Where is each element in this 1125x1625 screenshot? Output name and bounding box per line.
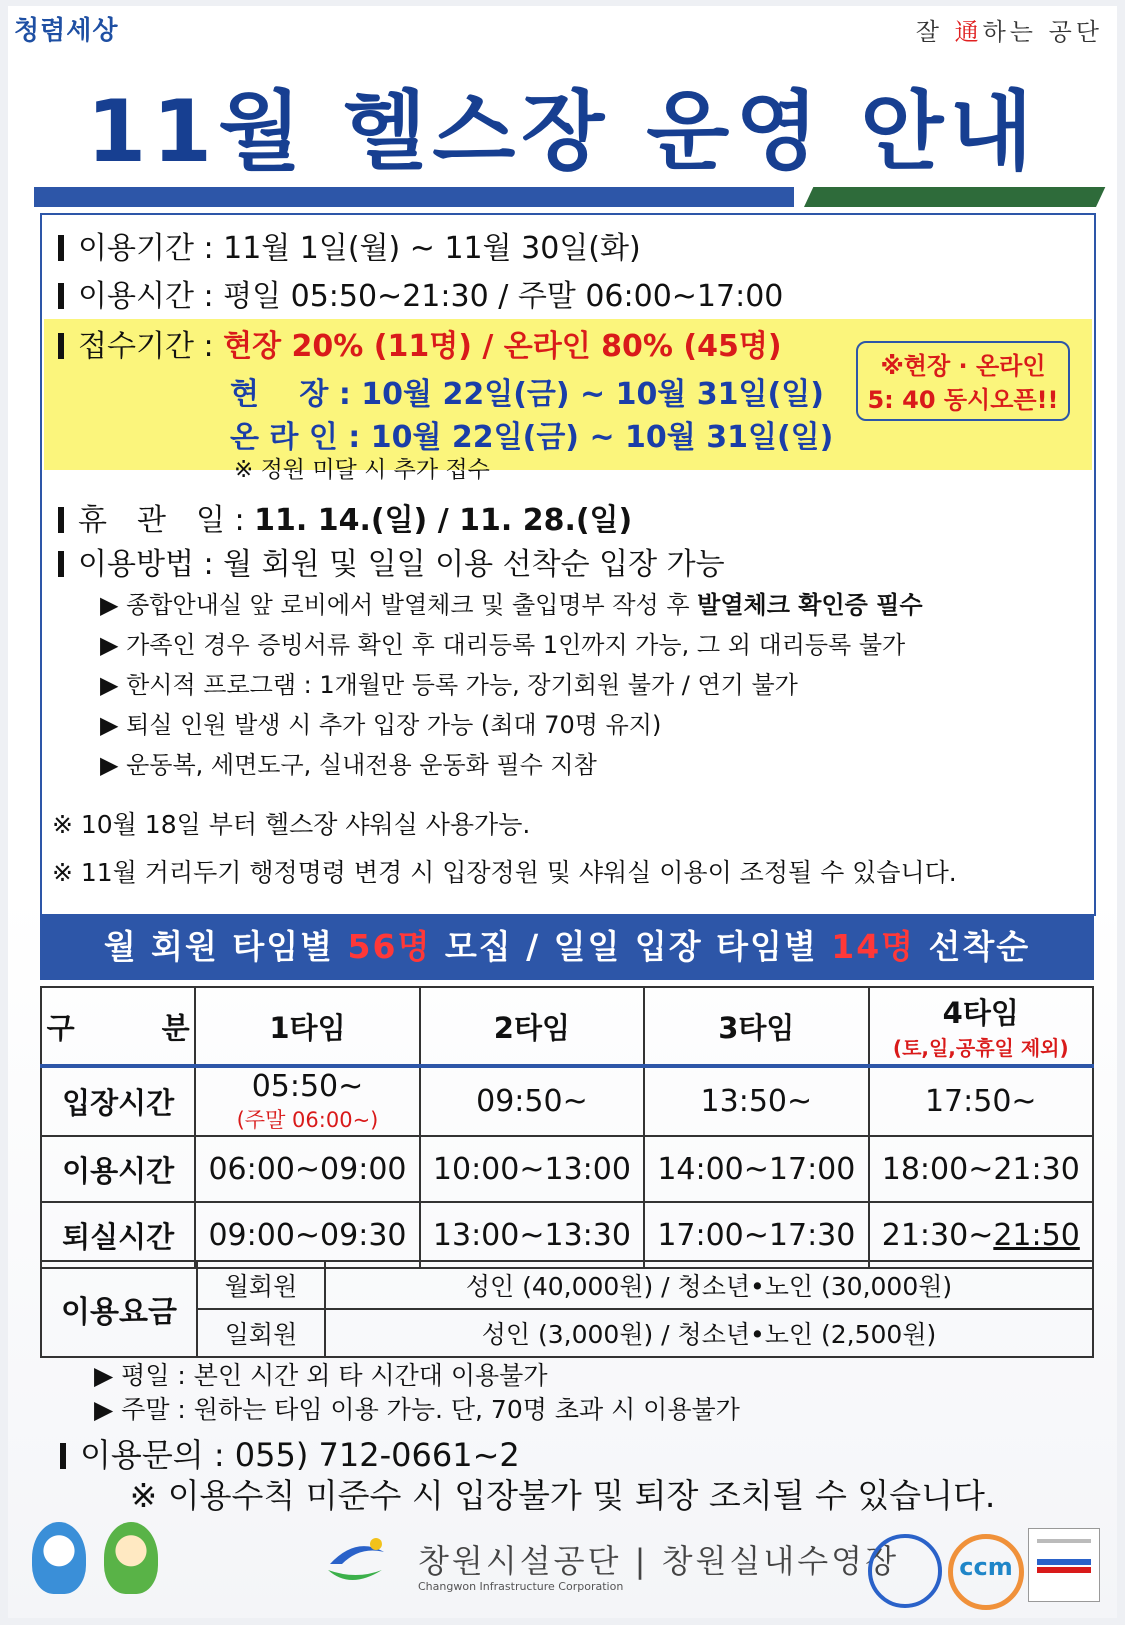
rule-item: ▶ 퇴실 인원 발생 시 추가 입장 가능 (최대 70명 유지) — [100, 711, 662, 739]
rules-warning: ※ 이용수칙 미준수 시 입장불가 및 퇴장 조치될 수 있습니다. — [129, 1476, 996, 1515]
banner-monthly-count: 56명 — [347, 927, 432, 966]
hours-line — [58, 271, 783, 315]
table-row — [41, 1066, 1093, 1136]
ccm-text: ccm — [959, 1553, 1013, 1581]
onsite-period: 현 장 : 10월 22일(금) ~ 10월 31일(일) — [230, 377, 824, 412]
bullet-bar — [58, 551, 64, 577]
mascot-blue-icon — [32, 1522, 86, 1594]
time-slot-header — [869, 987, 1093, 1066]
callout-line-1: ※현장 · 온라인 — [880, 352, 1046, 380]
page-title: 11월 헬스장 운영 안내 — [86, 82, 1039, 182]
table-cell — [869, 1202, 1093, 1268]
registration-label: 접수기간 : — [78, 329, 224, 364]
exit-time-end: 21:50 — [993, 1217, 1080, 1253]
closed-line — [58, 495, 632, 539]
table-row — [41, 1202, 1093, 1268]
method-line — [58, 539, 725, 583]
rule-text: ▶ 종합안내실 앞 로비에서 발열체크 및 출입명부 작성 후 — [100, 591, 698, 619]
logo-text: 청렴세상 — [14, 16, 119, 46]
rule-item: ▶ 한시적 프로그램 : 1개월만 등록 가능, 장기회원 불가 / 연기 불가 — [100, 671, 798, 699]
rule-item: ▶ 가족인 경우 증빙서류 확인 후 대리등록 1인까지 가능, 그 외 대리등록 불가 — [100, 631, 906, 659]
table-cell — [195, 1066, 419, 1136]
period-line — [58, 223, 641, 267]
bullet-bar — [58, 235, 64, 261]
row-label: 이용시간 — [41, 1136, 195, 1202]
bullet-bar — [58, 507, 64, 533]
motto-accent: 通 — [954, 18, 983, 46]
rule-emphasis: 발열체크 확인증 필수 — [697, 591, 923, 619]
table-corner: 구 분 — [41, 987, 195, 1066]
fee-label: 이용요금 — [41, 1261, 197, 1357]
fee-type: 월회원 — [197, 1261, 325, 1309]
rule-item — [100, 585, 923, 620]
callout-line-2: 5: 40 동시오픈!! — [867, 386, 1059, 414]
table-cell: 10:00~13:00 — [420, 1136, 644, 1202]
ccm-logo — [948, 1534, 1024, 1610]
fee-value: 성인 (40,000원) / 청소년•노인 (30,000원) — [325, 1261, 1093, 1309]
schedule-header-row — [41, 987, 1093, 1066]
human-rights-seal-icon — [868, 1534, 942, 1608]
fee-type: 일회원 — [197, 1309, 325, 1357]
exit-time-start: 21:30~ — [881, 1217, 994, 1253]
hours-label: 이용시간 : — [78, 279, 224, 314]
hours-value: 평일 05:50~21:30 / 주말 06:00~17:00 — [223, 279, 784, 314]
banner-text: 모집 / 일일 입장 타임별 — [431, 927, 832, 966]
table-row — [41, 1136, 1093, 1202]
row-label: 퇴실시간 — [41, 1202, 195, 1268]
table-cell: 09:00~09:30 — [195, 1202, 419, 1268]
motto — [916, 12, 1103, 47]
schedule-table — [40, 986, 1094, 1269]
bullet-bar — [58, 283, 64, 309]
integrity-logo — [14, 10, 118, 47]
table-row — [41, 1309, 1093, 1357]
rule-item: ▶ 운동복, 세면도구, 실내전용 운동화 필수 지참 — [100, 751, 597, 779]
time-slot-header: 2타임 — [420, 987, 644, 1066]
table-row — [41, 1261, 1093, 1309]
banner-daily-count: 14명 — [831, 927, 916, 966]
method-label: 이용방법 : — [78, 547, 224, 582]
simultaneous-open-callout — [856, 341, 1070, 421]
time-slot-4-note: (토,일,공휴일 제외) — [892, 1036, 1069, 1060]
period-label: 이용기간 : — [78, 231, 224, 266]
registration-line — [58, 321, 782, 365]
weekend-note: (주말 06:00~) — [236, 1108, 379, 1132]
corporation-emblem-icon — [320, 1530, 392, 1594]
table-cell: 13:00~13:30 — [420, 1202, 644, 1268]
recruit-banner — [40, 914, 1094, 980]
bullet-bar — [58, 333, 64, 359]
table-cell: 17:50~ — [869, 1066, 1093, 1136]
time-slot-4-label: 4타임 — [942, 996, 1019, 1030]
notice-page — [8, 6, 1117, 1618]
registration-value: 현장 20% (11명) / 온라인 80% (45명) — [223, 329, 782, 364]
table-cell: 17:00~17:30 — [644, 1202, 868, 1268]
table-cell: 06:00~09:00 — [195, 1136, 419, 1202]
time-slot-header: 1타임 — [195, 987, 419, 1066]
table-cell: 09:50~ — [420, 1066, 644, 1136]
info-box — [40, 213, 1096, 916]
bullet-bar — [60, 1443, 66, 1469]
organization-name: 창원시설공단 | 창원실내수영장 — [418, 1542, 899, 1580]
entry-time: 05:50~ — [251, 1069, 364, 1104]
title-bar-green — [804, 187, 1105, 207]
row-label: 입장시간 — [41, 1066, 195, 1136]
method-value: 월 회원 및 일일 이용 선착순 입장 가능 — [223, 547, 725, 582]
banner-text: 선착순 — [915, 927, 1031, 966]
distancing-note: ※ 11월 거리두기 행정명령 변경 시 입장정원 및 샤워실 이용이 조정될 수 있습니다. — [52, 858, 957, 887]
organization-name-en: Changwon Infrastructure Corporation — [418, 1580, 624, 1593]
registration-note: ※ 정원 미달 시 추가 접수 — [234, 457, 490, 483]
banner-text: 월 회원 타임별 — [103, 927, 348, 966]
closed-label: 휴 관 일 : — [78, 503, 255, 538]
period-value: 11월 1일(월) ~ 11월 30일(화) — [223, 231, 641, 266]
shower-note: ※ 10월 18일 부터 헬스장 샤워실 사용가능. — [52, 810, 531, 839]
online-period: 온 라 인 : 10월 22일(금) ~ 10월 31일(일) — [230, 420, 834, 455]
motto-part-1: 잘 — [915, 18, 955, 46]
table-cell: 18:00~21:30 — [869, 1136, 1093, 1202]
table-cell: 13:50~ — [644, 1066, 868, 1136]
weekend-note: ▶ 주말 : 원하는 타임 이용 가능. 단, 70명 초과 시 이용불가 — [94, 1395, 740, 1424]
fee-value: 성인 (3,000원) / 청소년•노인 (2,500원) — [325, 1309, 1093, 1357]
fee-table — [40, 1260, 1094, 1358]
title-bar-blue — [34, 187, 794, 207]
motto-part-2: 하는 공단 — [982, 18, 1103, 46]
contact-text: 이용문의 : 055) 712-0661~2 — [80, 1436, 520, 1474]
time-slot-header: 3타임 — [644, 987, 868, 1066]
mascot-green-icon — [104, 1522, 158, 1594]
title-underline — [34, 187, 1096, 207]
weekday-note: ▶ 평일 : 본인 시간 외 타 시간대 이용불가 — [94, 1361, 548, 1390]
table-cell: 14:00~17:00 — [644, 1136, 868, 1202]
closed-value: 11. 14.(일) / 11. 28.(일) — [254, 503, 633, 538]
service-certification-icon — [1028, 1528, 1100, 1602]
